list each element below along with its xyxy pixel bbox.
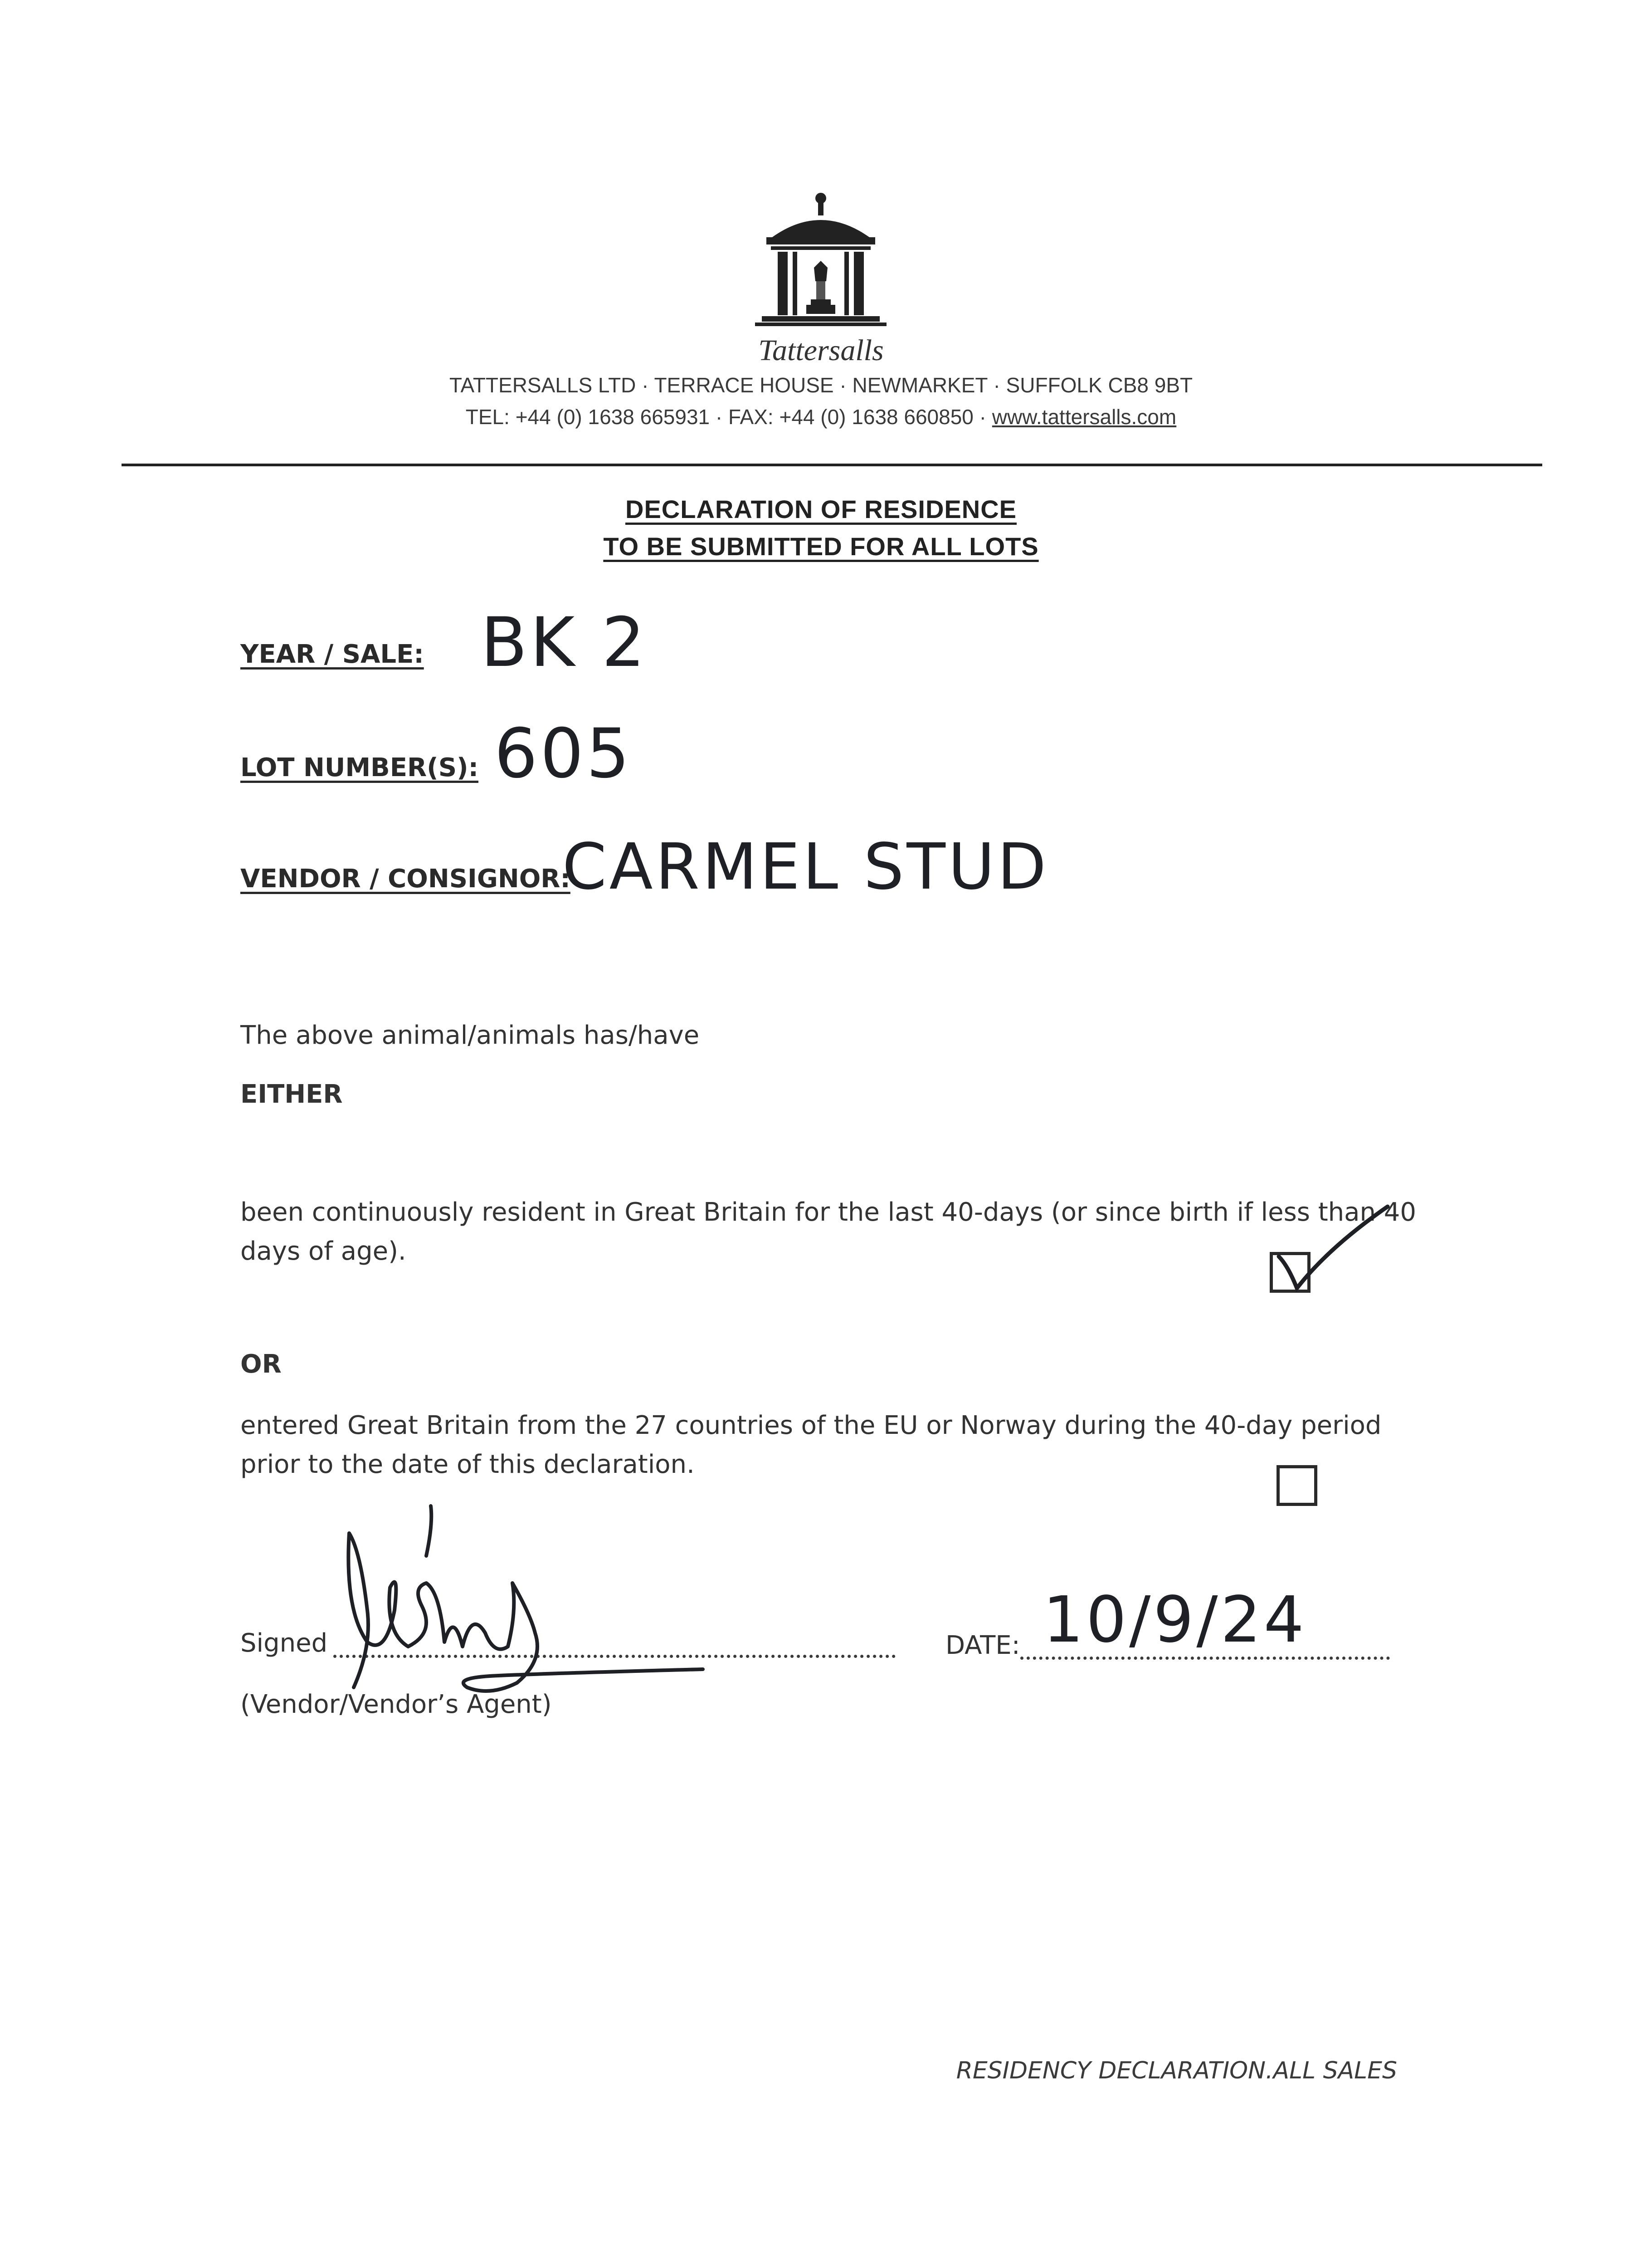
tattersalls-logo (753, 188, 889, 333)
option2-line2: prior to the date of this declaration. (240, 1450, 695, 1479)
handwritten-signature (317, 1497, 726, 1715)
lot-numbers-value[interactable]: 605 (494, 714, 633, 793)
document-title-line2: TO BE SUBMITTED FOR ALL LOTS (603, 532, 1039, 561)
lot-numbers-label: LOT NUMBER(S): (240, 753, 479, 782)
option1-line2: days of age). (240, 1237, 406, 1266)
vendor-value[interactable]: CARMEL STUD (562, 830, 1049, 904)
date-line[interactable] (1020, 1657, 1390, 1660)
option2-line1: entered Great Britain from the 27 countries of the EU or Norway during the 40-day period (240, 1411, 1382, 1440)
option2-checkbox[interactable] (1277, 1465, 1317, 1506)
year-sale-value[interactable]: BK 2 (481, 603, 648, 682)
statement-intro: The above animal/animals has/have (240, 1021, 700, 1050)
company-address: TATTERSALLS LTD · TERRACE HOUSE · NEWMARKET · SUFFOLK CB8 9BT (449, 373, 1193, 397)
signer-role: (Vendor/Vendor’s Agent) (240, 1690, 552, 1719)
date-label: DATE: (945, 1631, 1020, 1660)
or-label: OR (240, 1349, 282, 1379)
option1-text (240, 1193, 1419, 1271)
signed-label: Signed (240, 1628, 328, 1658)
vendor-label: VENDOR / CONSIGNOR: (240, 864, 570, 894)
year-sale-label: YEAR / SALE: (240, 640, 424, 669)
option1-line1: been continuously resident in Great Britain for the last 40-days (or since birth if less than 40 (240, 1198, 1417, 1227)
date-value[interactable]: 10/9/24 (1043, 1583, 1307, 1657)
header-divider (122, 464, 1542, 466)
option1-checkmark (1265, 1198, 1401, 1306)
form-footer-code: RESIDENCY DECLARATION.ALL SALES (956, 2057, 1397, 2084)
website-link[interactable]: www.tattersalls.com (992, 405, 1177, 429)
either-label: EITHER (240, 1080, 343, 1109)
document-title-line1: DECLARATION OF RESIDENCE (625, 495, 1017, 523)
company-contact (0, 405, 1642, 429)
brand-wordmark: Tattersalls (758, 334, 884, 367)
contact-phone-fax: TEL: +44 (0) 1638 665931 · FAX: +44 (0) 1638 660850 · (465, 405, 992, 429)
